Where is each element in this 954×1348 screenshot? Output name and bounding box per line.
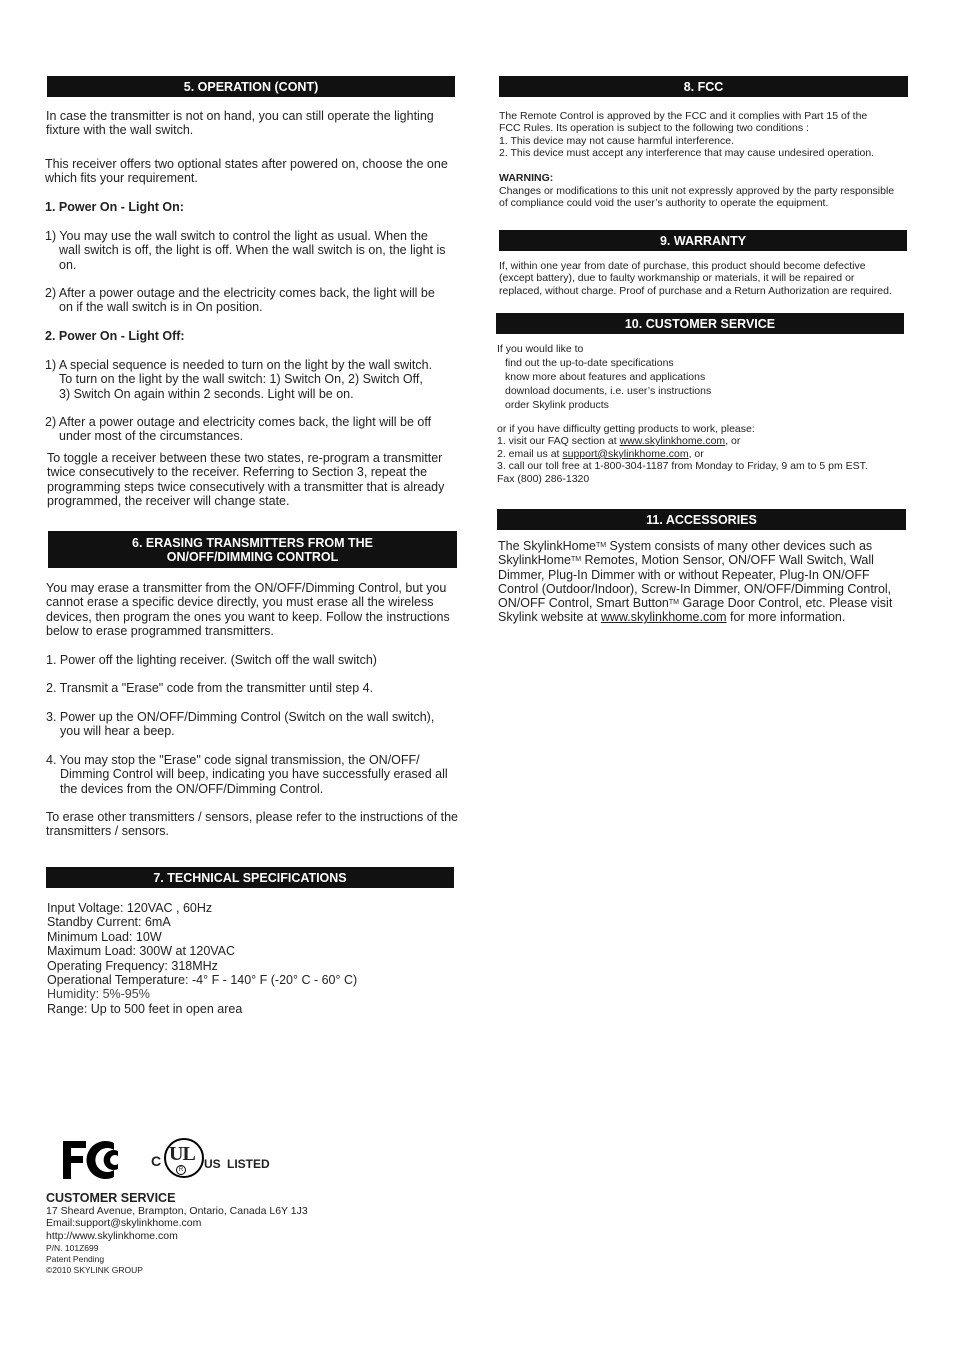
registered-mark: R [178,1167,184,1173]
customer-service-intro [497,343,927,413]
spec-line: Humidity: 5%-95% [47,987,150,1002]
section-title-line: 6. ERASING TRANSMITTERS FROM THE [132,535,373,550]
section-title: 9. WARRANTY [659,233,747,248]
section-header-warranty [499,230,907,251]
text-line: the devices from the ON/OFF/Dimming Control. [60,781,324,796]
text-line: on. [59,257,77,272]
text-line: To turn on the light by the wall switch: 1) Switch On, 2) Switch Off, [59,372,423,387]
accessories-text [498,539,918,625]
list-item: order Skylink products [505,398,609,411]
part-number: P/N. 101Z699 [46,1243,99,1253]
ul-listed-logo [151,1137,276,1181]
operation-states: This receiver offers two optional states after powered on, choose the one which fits your requirement. [45,157,448,186]
section-title-line: ON/OFF/DIMMING CONTROL [166,549,339,564]
section-title: 5. OPERATION (CONT) [183,79,319,94]
text-line [498,539,918,553]
text-line: The Remote Control is approved by the FCC and it complies with Part 15 of the [499,110,868,122]
operation-intro: In case the transmitter is not on hand, you can still operate the lighting fixture with the wall switch. [46,109,434,138]
footer-title: CUSTOMER SERVICE [46,1191,176,1205]
erasing-intro: You may erase a transmitter from the ON/OFF/Dimming Control, but you cannot erase a specific device directly, you must erase all the wireless devices, then program the ones you want to keep. Follow the instructions below to erase programmed transmitters. [46,581,450,639]
text-fragment: Garage Door Control, etc. Please visit [679,596,893,611]
text-fragment: System consists of many other devices such as [606,539,873,553]
faq-line [497,435,937,447]
text-fragment: , or [688,447,704,460]
text-line: 2. This device must accept any interference that may cause undesired operation. [499,147,875,160]
light-off-item-1 [45,358,465,401]
spec-line: Range: Up to 500 feet in open area [47,1001,243,1016]
section-header-erasing [48,531,457,568]
section-title: 7. TECHNICAL SPECIFICATIONS [153,870,347,885]
light-on-item-1 [45,229,465,272]
section-title: 10. CUSTOMER SERVICE [624,316,776,331]
ul-mark: UL [169,1143,195,1165]
erase-other-note: To erase other transmitters / sensors, please refer to the instructions of the transmitters / sensors. [46,810,458,839]
text-line: Dimming Control will beep, indicating you have successfully erased all [60,767,448,782]
text-line: or if you have difficulty getting products to work, please: [497,423,755,435]
light-off-item-2 [45,415,465,444]
registered-mark-circle [176,1165,186,1175]
text-line: on if the wall switch is in On position. [59,300,263,315]
text-fragment: Remotes, Motion Sensor, ON/OFF Wall Switch, Wall [581,553,874,568]
text-line: of compliance could void the user’s authority to operate the equipment. [499,197,829,210]
list-item: know more about features and applications [505,370,706,383]
text-line: Fax (800) 286-1320 [497,472,590,485]
light-on-item-2 [45,286,465,315]
text-line: FCC Rules. Its operation is subject to the following two conditions : [499,122,809,135]
power-on-light-on-heading: 1. Power On - Light On: [45,200,184,214]
section-header-operation [47,76,455,97]
text-line: If you would like to [497,343,584,355]
section-header-accessories [497,509,906,530]
text-fragment: The SkylinkHome [498,539,596,553]
text-line: 1) A special sequence is needed to turn on the light by the wall switch. [45,358,433,372]
erase-step-4 [46,753,466,796]
ul-c-mark: C [151,1153,162,1169]
spec-line: Standby Current: 6mA [47,915,171,930]
fcc-logo-graphic [60,1139,122,1181]
spec-line: Input Voltage: 120VAC , 60Hz [47,901,213,915]
text-line: 3. Power up the ON/OFF/Dimming Control (Switch on the wall switch), [46,710,435,724]
footer-contact [46,1205,308,1242]
section-header-customer-service [496,313,904,334]
text-line: 3) Switch On again within 2 seconds. Light will be on. [59,386,354,401]
text-line [498,610,918,624]
customer-service-help [497,423,937,485]
spec-line: Operating Frequency: 318MHz [47,958,218,973]
text-fragment: SkylinkHome [498,553,571,568]
warranty-text [499,260,939,297]
power-on-light-off-heading: 2. Power On - Light Off: [45,329,185,343]
list-item: find out the up-to-date specifications [505,356,674,369]
footer-web: http://www.skylinkhome.com [46,1229,178,1242]
copyright: ©2010 SKYLINK GROUP [46,1265,143,1275]
text-line: you will hear a beep. [60,724,175,739]
text-line: 1. This device may not cause harmful interference. [499,134,735,147]
trademark-mark: TM [668,599,679,607]
text-fragment: for more information. [726,610,846,625]
footer-fineprint [46,1243,143,1276]
erase-step-1: 1. Power off the lighting receiver. (Switch off the wall switch) [46,653,377,667]
footer-email: Email:support@skylinkhome.com [46,1217,202,1230]
text-line: 2) After a power outage and the electricity comes back, the light will be [45,286,435,300]
spec-line: Maximum Load: 300W at 120VAC [47,944,236,959]
support-email-link[interactable]: support@skylinkhome.com [562,447,689,460]
text-line [498,596,918,610]
toggle-instructions: To toggle a receiver between these two states, re-program a transmitter twice consecutively to the receiver. Referring to Section 3, repeat the programming steps twice consecutively with a transmitter that is already programmed, the receiver will change state. [47,451,445,509]
text-fragment: , or [725,435,741,448]
section-title: 8. FCC [683,79,724,94]
footer-address: 17 Sheard Avenue, Brampton, Ontario, Canada L6Y 1J3 [46,1205,308,1217]
ul-us-mark: US [204,1157,221,1171]
patent-note: Patent Pending [46,1254,105,1264]
fcc-warning-heading: WARNING: [499,172,554,184]
text-fragment: Skylink website at [498,610,601,625]
text-line [498,553,918,567]
fcc-logo [60,1139,122,1181]
text-line: 3. call our toll free at 1-800-304-1187 from Monday to Friday, 9 am to 5 pm EST. [497,460,868,473]
section-title: 11. ACCESSORIES [646,512,757,527]
text-line: Changes or modifications to this unit not expressly approved by the party responsible [499,185,895,197]
email-line [497,448,937,460]
erase-step-2: 2. Transmit a "Erase" code from the transmitter until step 4. [46,681,374,695]
fcc-warning-text [499,185,929,210]
section-header-specs [46,867,454,888]
ul-listed-text: LISTED [227,1157,270,1171]
website-link[interactable]: www.skylinkhome.com [600,610,727,625]
text-fragment: 1. visit our FAQ section at [497,435,620,448]
specs-list [47,901,467,1016]
spec-line: Minimum Load: 10W [47,929,162,944]
text-line: 1) You may use the wall switch to control the light as usual. When the [45,229,428,243]
text-line: Control (Outdoor/Indoor), Screw-In Dimmer, ON/OFF/Dimming Control, [498,581,892,596]
text-line: replaced, without charge. Proof of purchase and a Return Authorization are required. [499,284,892,297]
text-line: (except battery), due to faulty workmanship or materials, it will be repaired or [499,272,855,285]
list-item: download documents, i.e. user’s instructions [505,384,712,397]
section-header-fcc [499,76,908,97]
text-line: wall switch is off, the light is off. When the wall switch is on, the light is [59,243,446,258]
trademark-mark: TM [570,556,582,564]
faq-link[interactable]: www.skylinkhome.com [619,435,726,448]
text-line: Dimmer, Plug-In Dimmer with or without Repeater, Plug-In ON/OFF [498,567,870,582]
text-line: 2) After a power outage and electricity comes back, the light will be off [45,415,432,429]
trademark-mark: TM [595,542,607,549]
text-fragment: ON/OFF Control, Smart Button [498,596,669,611]
fcc-text [499,110,929,160]
text-fragment: 2. email us at [497,447,563,460]
text-line: If, within one year from date of purchase, this product should become defective [499,260,866,272]
spec-line: Operational Temperature: -4° F - 140° F (-20° C - 60° C) [47,973,358,988]
text-line: 4. You may stop the "Erase" code signal transmission, the ON/OFF/ [46,753,420,767]
text-line: under most of the circumstances. [59,429,244,444]
erase-step-3 [46,710,466,739]
